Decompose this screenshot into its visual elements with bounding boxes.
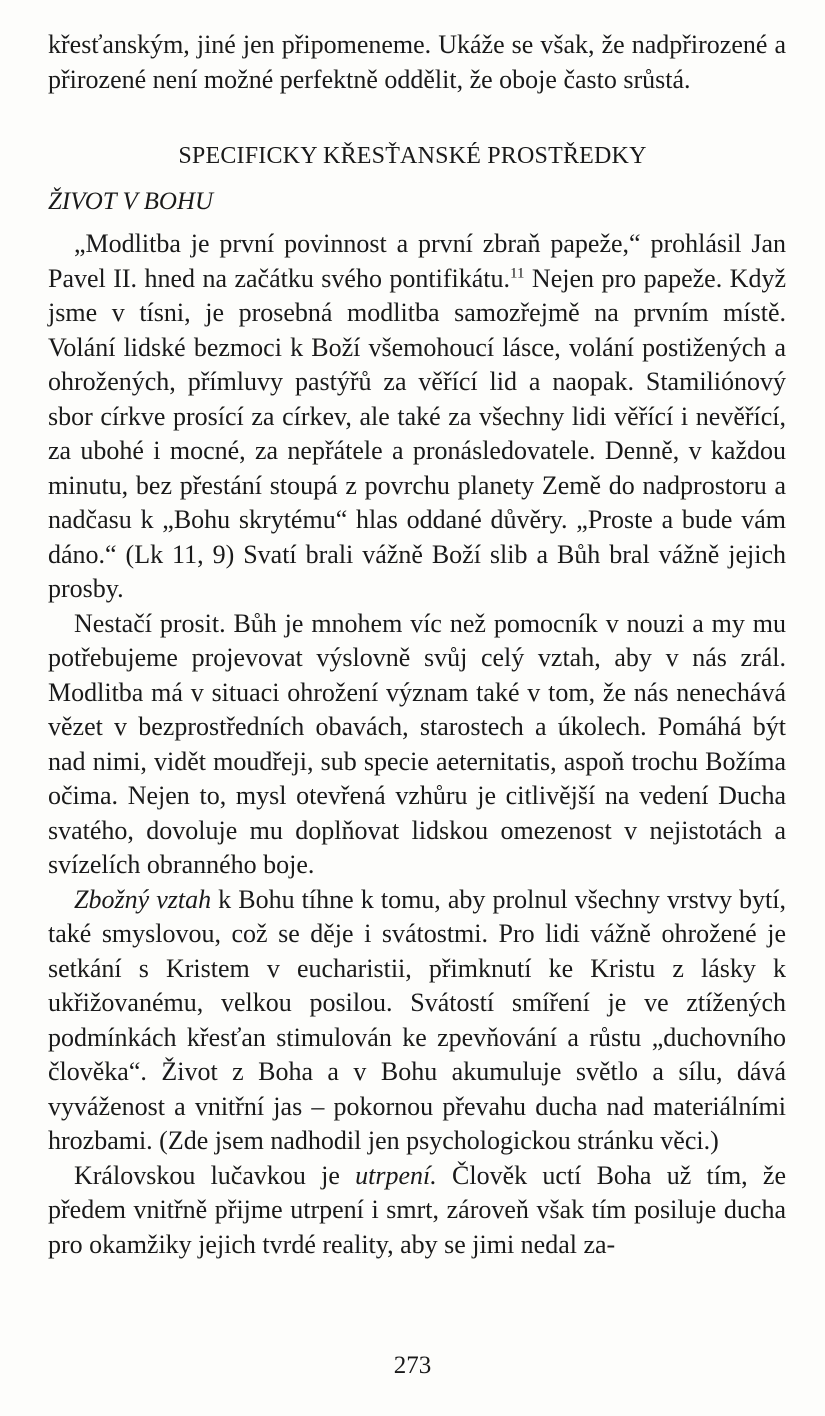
paragraph-prayer <box>48 227 786 607</box>
continued-paragraph <box>48 28 786 97</box>
paragraph-not-enough <box>48 607 786 883</box>
subsection-heading: ŽIVOT V BOHU <box>48 188 214 215</box>
paragraph-text: Nestačí prosit. Bůh je mnohem víc než pomocník v nouzi a my mu potřebujeme projevovat výslovně svůj celý vztah, aby v nás zrál. Modlitba má v situaci ohrožení význam také v tom, že nás nenechává vězet v bezprostředních obavách, starostech a úkolech. Pomáhá být nad nimi, vidět moudřeji, sub specie aeternitatis, aspoň trochu Božíma očima. Nejen to, mysl otevřená vzhůru je citlivější na vedení Ducha svatého, dovoluje mu doplňovat lidskou omezenost v nejistotách a svízelích obranného boje. <box>48 608 786 879</box>
footnote-marker: 11 <box>510 264 525 281</box>
section-heading: SPECIFICKY KŘESŤANSKÉ PROSTŘEDKY <box>178 143 647 169</box>
paragraph-pious-relation <box>48 883 786 1159</box>
paragraph-text: Nejen pro papeže. Když jsme v tísni, je prosebná modlitba samozřejmě na prvním místě. Volání lidské bezmoci k Boží všemohoucí lásce, volání postižených a ohrožených, přímluvy pastýřů za věřící lid a naopak. Stamiliónový sbor církve prosící za církev, ale také za všechny lidi věřící i nevěřící, za ubohé i mocné, za nepřátele a pronásledovatele. Denně, v každou minutu, bez přestání stoupá z povrchu planety Země do nadprostoru a nadčasu k „Bohu skrytému“ hlas oddané důvěry. „Proste a bude vám dáno.“ (Lk 11, 9) Svatí brali vážně Boží slib a Bůh bral vážně jejich prosby. <box>48 263 786 603</box>
emphasis-text: Zbožný vztah <box>74 884 212 914</box>
page-number: 273 <box>393 1352 432 1379</box>
paragraph-text: křesťanským, jiné jen připomeneme. Ukáže se však, že nadpřirozené a přirozené není možné perfektně oddělit, že oboje často srůstá. <box>48 30 786 94</box>
paragraph-text: „Modlitba je první povinnost a první zbraň papeže,“ prohlásil Jan Pavel II. hned na začátku svého pontifikátu. <box>48 229 786 293</box>
paragraph-text: Člověk uctí Boha už tím, že předem vnitřně přijme utrpení i smrt, zároveň však tím posiluje ducha pro okamžiky jejich tvrdé reality, aby se jimi nedal za- <box>48 1160 787 1259</box>
main-text <box>48 227 786 1262</box>
paragraph-text: Královskou lučavkou je <box>74 1160 356 1190</box>
paragraph-suffering <box>48 1159 786 1263</box>
emphasis-text: utrpení. <box>355 1160 437 1190</box>
paragraph-text: k Bohu tíhne k tomu, aby prolnul všechny vrstvy bytí, také smyslovou, což se děje i svátostmi. Pro lidi vážně ohrožené je setkání s Kristem v eucharistii, přimknutí ke Kristu z lásky k ukřižovanému, velkou posilou. Svátostí smíření je ve ztížených podmínkách křesťan stimulován ke zpevňování a růstu „duchovního člověka“. Život z Boha a v Bohu akumuluje světlo a sílu, dává vyváženost a vnitřní jas – pokornou převahu ducha nad materiálními hrozbami. (Zde jsem nadhodil jen psychologickou stránku věci.) <box>48 884 786 1155</box>
